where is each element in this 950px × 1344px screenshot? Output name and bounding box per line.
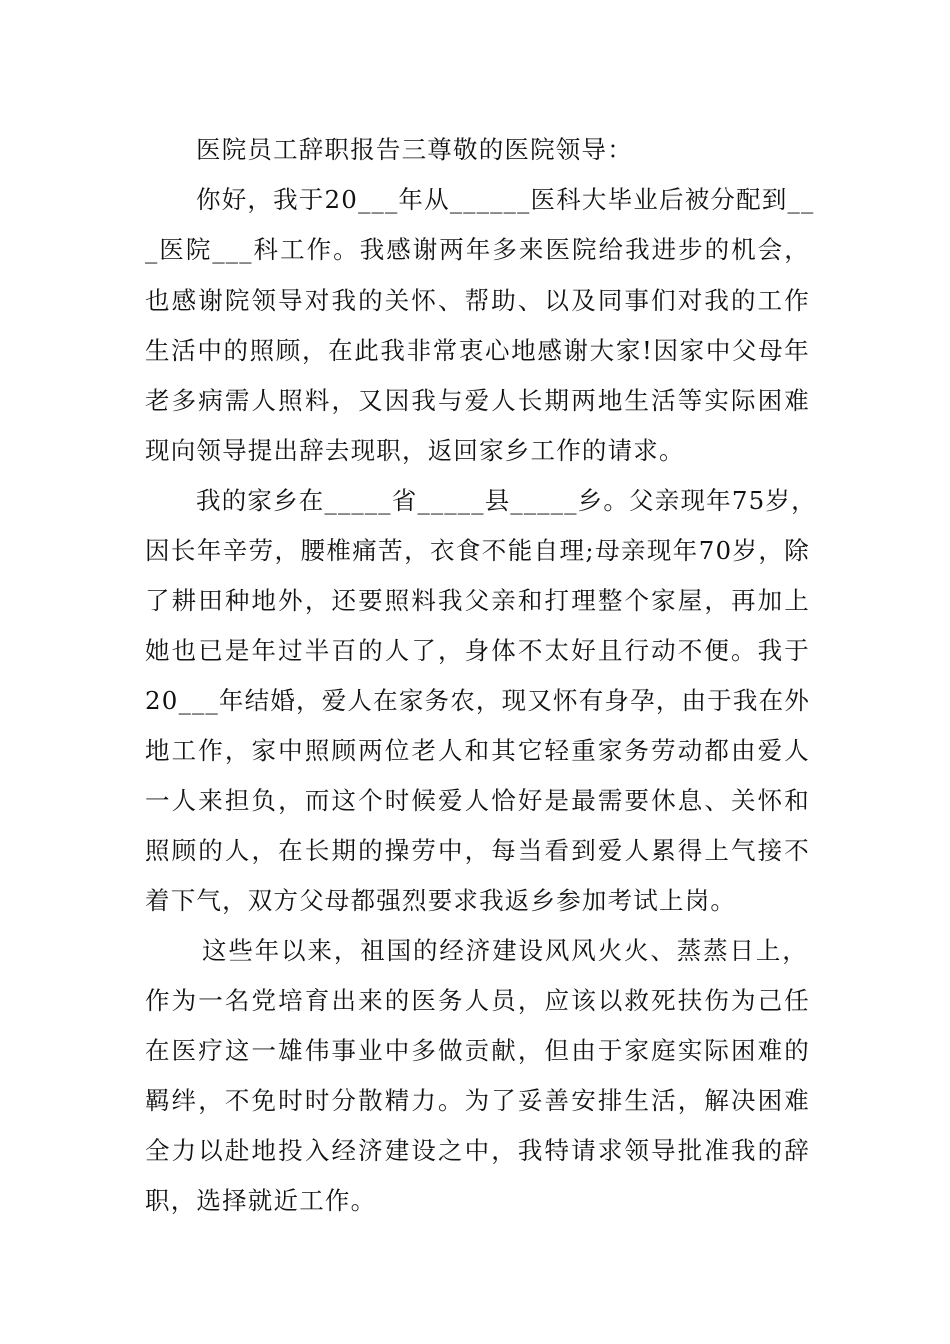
paragraph-line: 老多病需人照料，又因我与爱人长期两地生活等实际困难 — [145, 386, 810, 415]
paragraph-line: 地工作，家中照顾两位老人和其它轻重家务劳动都由爱人 — [145, 736, 810, 765]
paragraph-line: 20___年结婚，爱人在家务农，现又怀有身孕，由于我在外 — [145, 686, 811, 715]
paragraph-line: 羁绊，不免时时分散精力。为了妥善安排生活，解决困难 — [145, 1086, 810, 1115]
paragraph-line: 现向领导提出辞去现职，返回家乡工作的请求。 — [145, 436, 685, 465]
document-title: 医院员工辞职报告三尊敬的医院领导： — [196, 135, 633, 164]
paragraph-line: 照顾的人，在长期的操劳中，每当看到爱人累得上气接不 — [145, 836, 810, 865]
paragraph-line: _医院___科工作。我感谢两年多来医院给我进步的机会， — [145, 235, 810, 264]
paragraph-line: 也感谢院领导对我的关怀、帮助、以及同事们对我的工作 — [145, 286, 810, 315]
paragraph-line: 因长年辛劳，腰椎痛苦，衣食不能自理;母亲现年70岁，除 — [145, 536, 810, 565]
paragraph-line: 一人来担负，而这个时候爱人恰好是最需要休息、关怀和 — [145, 786, 810, 815]
paragraph-line: 全力以赴地投入经济建设之中，我特请求领导批准我的辞 — [145, 1136, 810, 1165]
paragraph-line: 职，选择就近工作。 — [145, 1186, 377, 1215]
paragraph-line: 生活中的照顾，在此我非常衷心地感谢大家!因家中父母年 — [145, 336, 810, 365]
paragraph-line: 了耕田种地外，还要照料我父亲和打理整个家屋，再加上 — [145, 586, 810, 615]
paragraph-line: 我的家乡在_____省_____县_____乡。父亲现年75岁， — [196, 486, 817, 515]
paragraph-line: 着下气，双方父母都强烈要求我返乡参加考试上岗。 — [145, 886, 737, 915]
paragraph-line: 这些年以来，祖国的经济建设风风火火、蒸蒸日上， — [202, 936, 808, 965]
paragraph-line: 她也已是年过半百的人了，身体不太好且行动不便。我于 — [145, 636, 810, 665]
paragraph-line: 作为一名党培育出来的医务人员，应该以救死扶伤为己任 — [145, 986, 810, 1015]
paragraph-line: 在医疗这一雄伟事业中多做贡献，但由于家庭实际困难的 — [145, 1036, 810, 1065]
paragraph-line: 你好，我于20___年从______医科大毕业后被分配到__ — [196, 185, 815, 214]
